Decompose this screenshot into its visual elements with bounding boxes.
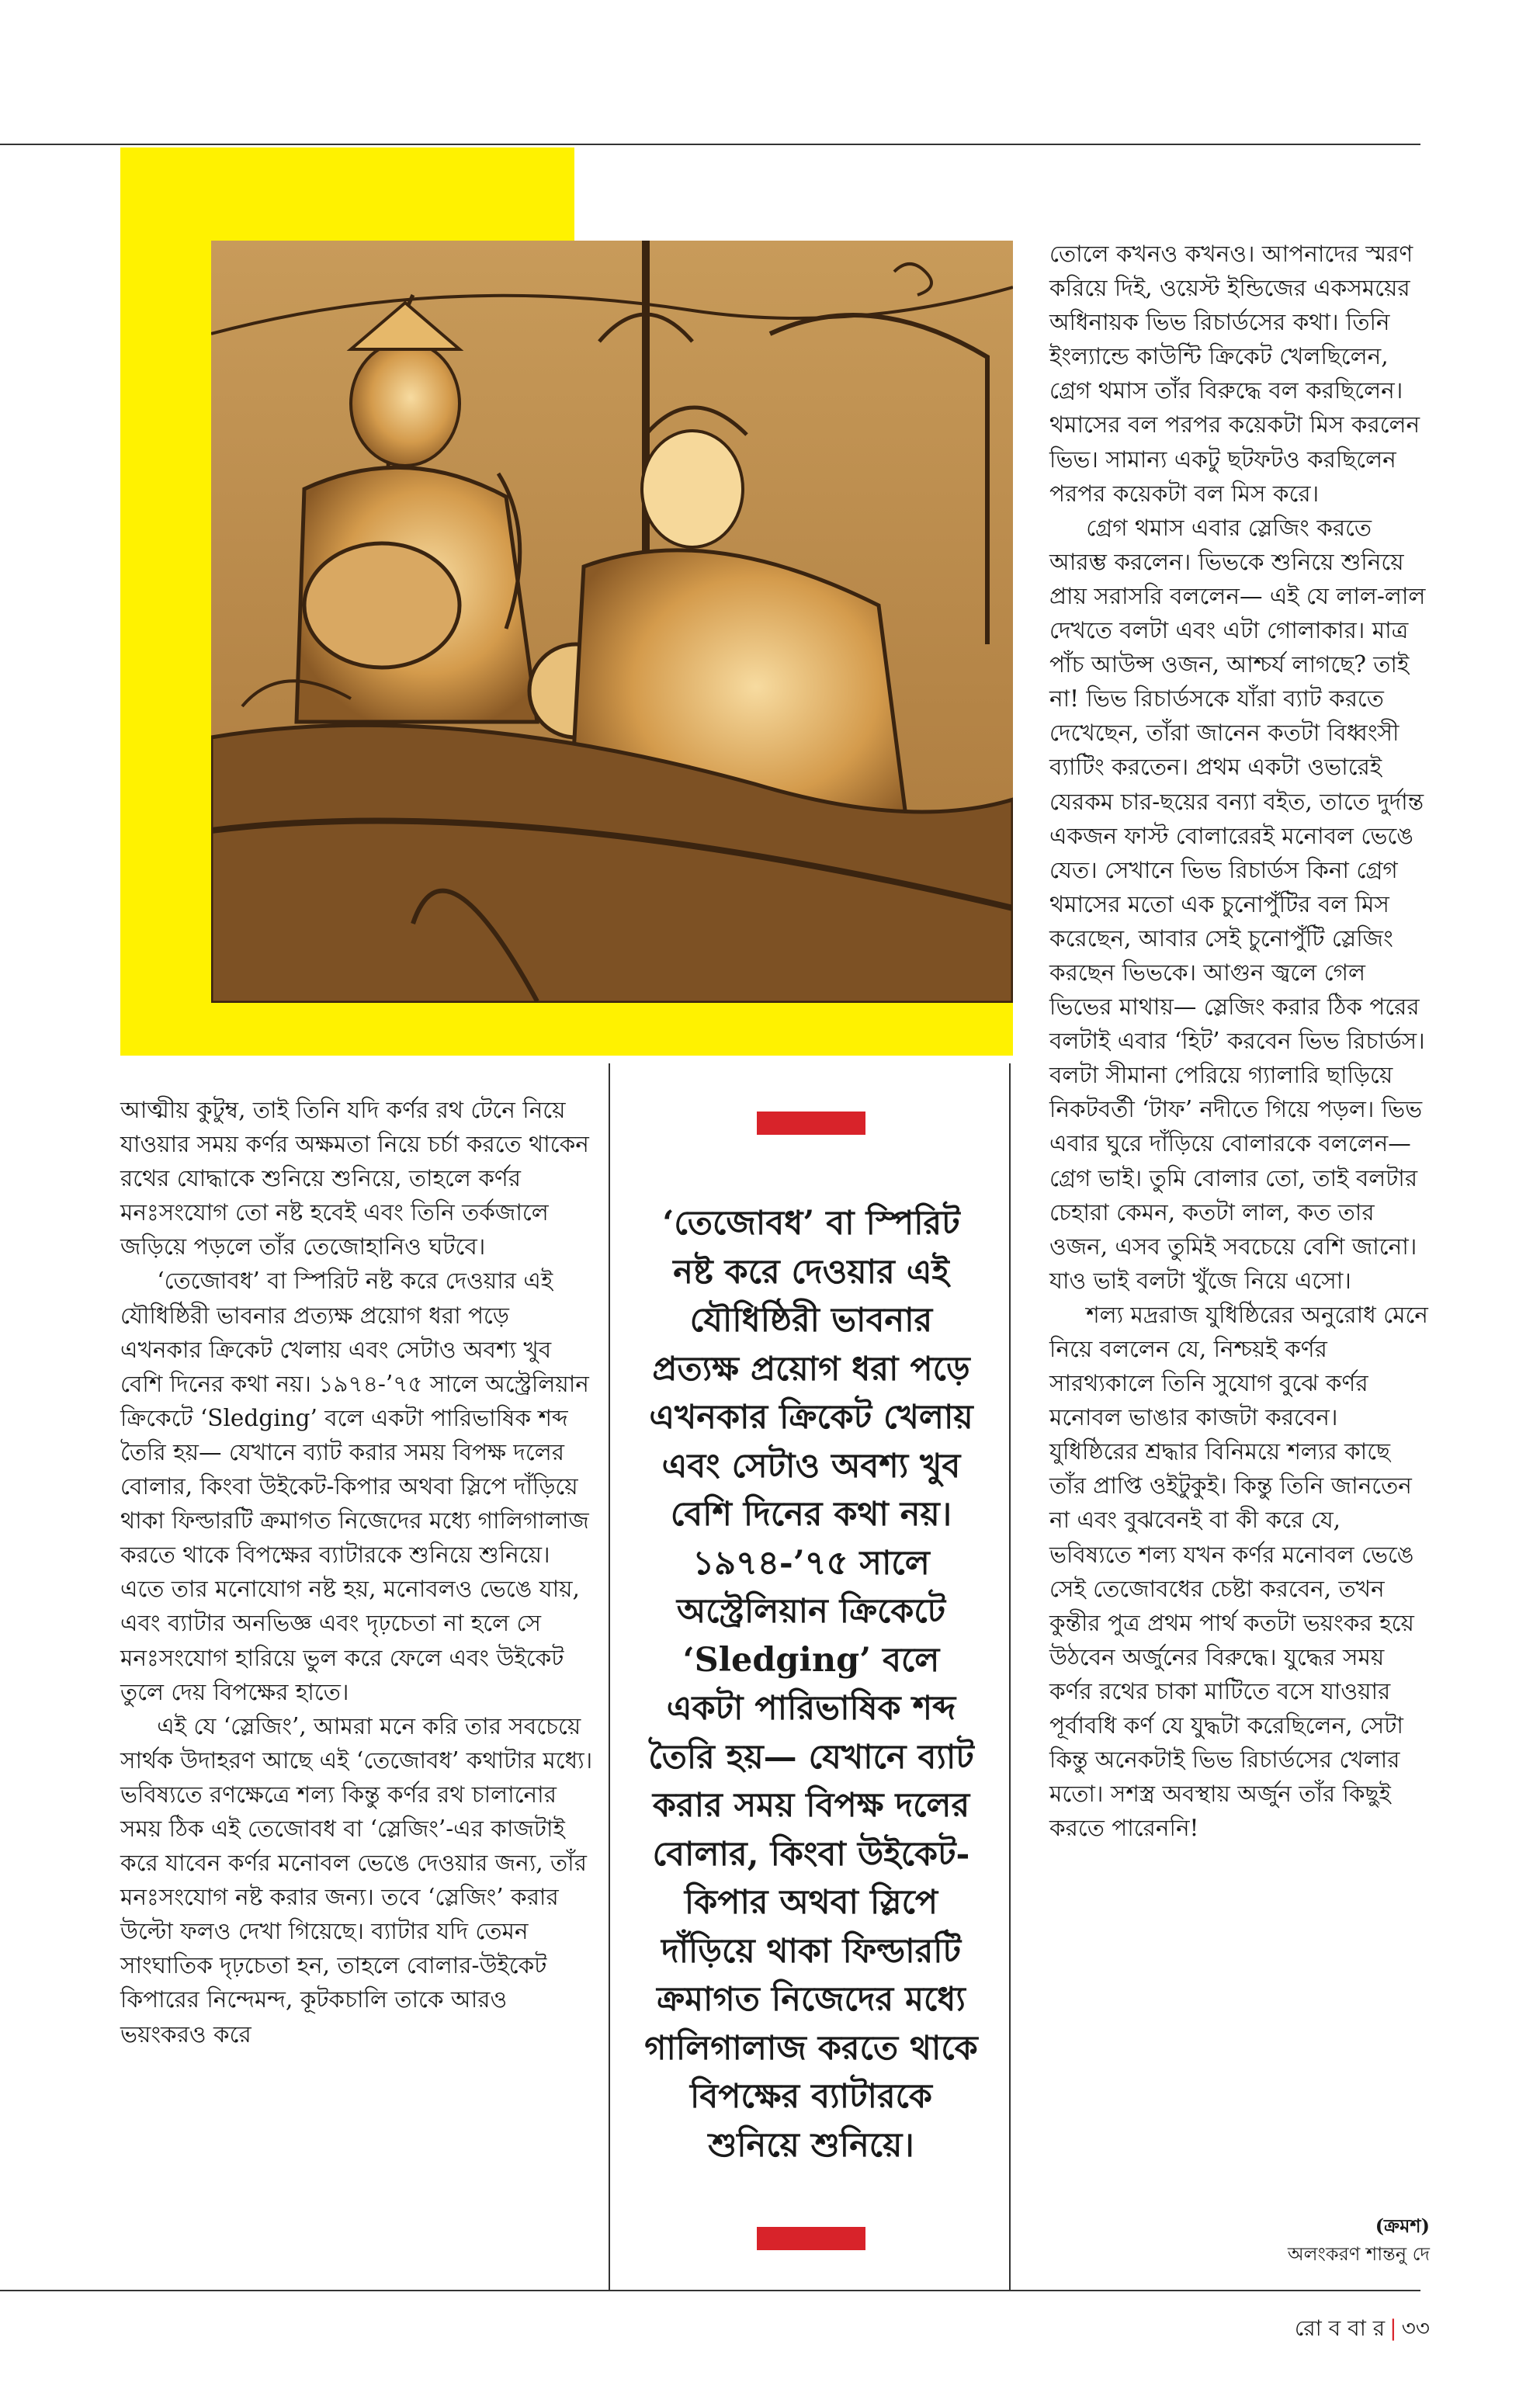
chariot-painting — [211, 241, 1013, 1003]
footer-separator: | — [1389, 2315, 1397, 2341]
top-rule — [0, 144, 1420, 145]
body-paragraph: এই যে ‘স্লেজিং’, আমরা মনে করি তার সবচেয়ে সার্থক উদাহরণ আছে এই ‘তেজোবধ’ কথাটার মধ্যে। ভবিষ্যতে রণক্ষেত্রে শল্য কিন্তু কর্ণর রথ চালানোর সময় ঠিক এই তেজোবধ বা ‘স্লেজিং’-এর কাজটাই করে যাবেন কর্ণর মনোবল ভেঙে দেওয়ার জন্য, তাঁর মনঃসংযোগ নষ্ট করার জন্য। তবে ‘স্লেজিং’ করার উল্টো ফলও দেখা গিয়েছে। ব্যাটার যদি তেমন সাংঘাতিক দৃঢ়চেতা হন, তাহলে বোলার-উইকেট কিপারের নিন্দেমন্দ, কূটকচালি তাকে আরও ভয়ংকরও করে — [120, 1712, 593, 2048]
pull-quote-bottom-bar — [757, 2227, 865, 2250]
body-paragraph: গ্রেগ থমাস এবার স্লেজিং করতে আরম্ভ করলেন। ভিভকে শুনিয়ে শুনিয়ে প্রায় সরাসরি বললেন— এই যে লাল-লাল দেখতে বলটা এবং এটা গোলাকার। মাত্র পাঁচ আউন্স ওজন, আশ্চর্য লাগছে? তাই না! ভিভ রিচার্ডসকে যাঁরা ব্যাট করতে দেখেছেন, তাঁরা জানেন কতটা বিধ্বংসী ব্যাটিং করতেন। প্রথম একটা ওভারেই যেরকম চার-ছয়ের বন্যা বইত, তাতে দুর্দান্ত একজন ফাস্ট বোলারেরই মনোবল ভেঙে যেত। সেখানে ভিভ রিচার্ডস কিনা গ্রেগ থমাসের মতো এক চুনোপুঁটির বল মিস করেছেন, আবার সেই চুনোপুঁটি স্লেজিং করছেন ভিভকে। আগুন জ্বলে গেল ভিভের মাথায়— স্লেজিং করার ঠিক পরের বলটাই এবার ‘হিট’ করবেন ভিভ রিচার্ডস। বলটা সীমানা পেরিয়ে গ্যালারি ছাড়িয়ে নিকটবর্তী ‘টাফ’ নদীতে গিয়ে পড়ল। ভিভ এবার ঘুরে দাঁড়িয়ে বোলারকে বললেন— গ্রেগ ভাই। তুমি বোলার তো, তাই বলটার চেহারা কেমন, কতটা লাল, কত তার ওজন, এসব তুমিই সবচেয়ে বেশি জানো। যাও ভাই বলটা খুঁজে নিয়ে এসো। — [1049, 514, 1426, 1294]
body-paragraph: শল্য মদ্ররাজ যুধিষ্ঠিরের অনুরোধ মেনে নিয়ে বললেন যে, নিশ্চয়ই কর্ণর সারথ্যকালে তিনি সুযোগ বুঝে কর্ণর মনোবল ভাঙার কাজটা করবেন। যুধিষ্ঠিরের শ্রদ্ধার বিনিময়ে শল্যর কাছে তাঁর প্রাপ্তি ওইটুকুই। কিন্তু তিনি জানতেন না এবং বুঝবেনই বা কী করে যে, ভবিষ্যতে শল্য যখন কর্ণর মনোবল ভেঙে সেই তেজোবধের চেষ্টা করবেন, তখন কুন্তীর পুত্র প্রথম পার্থ কতটা ভয়ংকর হয়ে উঠবেন অর্জুনের বিরুদ্ধে। যুদ্ধের সময় কর্ণর রথের চাকা মাটিতে বসে যাওয়ার পূর্বাবধি কর্ণ যে যুদ্ধটা করেছিলেন, সেটা কিন্তু অনেকটাই ভিভ রিচার্ডসের খেলার মতো। সশস্ত্র অবস্থায় অর্জুন তাঁর কিছুই করতে পারেননি! — [1049, 1301, 1428, 1842]
body-paragraph: আত্মীয় কুটুম্ব, তাই তিনি যদি কর্ণর রথ টেনে নিয়ে যাওয়ার সময় কর্ণর অক্ষমতা নিয়ে চর্চা করতে থাকেন রথের যোদ্ধাকে শুনিয়ে শুনিয়ে, তাহলে কর্ণর মনঃসংযোগ তো নষ্ট হবেই এবং তিনি তর্কজালে জড়িয়ে পড়লে তাঁর তেজোহানিও ঘটবে। — [120, 1097, 589, 1261]
to-be-continued: (ক্রমশ) — [1375, 2214, 1430, 2237]
right-column — [1049, 237, 1430, 1845]
pull-quote-top-bar — [757, 1112, 865, 1135]
page-number: ৩৩ — [1401, 2315, 1430, 2341]
page-footer — [1226, 2313, 1430, 2344]
pull-quote: ‘তেজোবধ’ বা স্পিরিট নষ্ট করে দেওয়ার এই যৌধিষ্ঠিরী ভাবনার প্রত্যক্ষ প্রয়োগ ধরা পড়ে এখনকার ক্রিকেট খেলায় এবং সেটাও অবশ্য খুব বেশি দিনের কথা নয়। ১৯৭৪-’৭৫ সালে অস্ট্রেলিয়ান ক্রিকেটে ‘Sledging’ বলে একটা পারিভাষিক শব্দ তৈরি হয়— যেখানে ব্যাট করার সময় বিপক্ষ দলের বোলার, কিংবা উইকেট-কিপার অথবা স্লিপে দাঁড়িয়ে থাকা ফিল্ডারটি ক্রমাগত নিজেদের মধ্যে গালিগালাজ করতে থাকে বিপক্ষের ব্যাটারকে শুনিয়ে শুনিয়ে। — [644, 1204, 978, 2165]
body-paragraph: ‘তেজোবধ’ বা স্পিরিট নষ্ট করে দেওয়ার এই যৌধিষ্ঠিরী ভাবনার প্রত্যক্ষ প্রয়োগ ধরা পড়ে এখনকার ক্রিকেট খেলায় এবং সেটাও অবশ্য খুব বেশি দিনের কথা নয়। ১৯৭৪-’৭৫ সালে অস্ট্রেলিয়ান ক্রিকেটে ‘Sledging’ বলে একটা পারিভাষিক শব্দ তৈরি হয়— যেখানে ব্যাট করার সময় বিপক্ষ দলের বোলার, কিংবা উইকেট-কিপার অথবা স্লিপে দাঁড়িয়ে থাকা ফিল্ডারটি ক্রমাগত নিজেদের মধ্যে গালিগালাজ করতে থাকে বিপক্ষের ব্যাটারকে শুনিয়ে শুনিয়ে। এতে তার মনোযোগ নষ্ট হয়, মনোবলও ভেঙে যায়, এবং ব্যাটার অনভিজ্ঞ এবং দৃঢ়চেতা না হলে সে মনঃসংযোগ হারিয়ে ভুল করে ফেলে এবং উইকেট তুলে দেয় বিপক্ষের হাতে। — [120, 1268, 589, 1705]
magazine-name: রো ব বা র — [1294, 2315, 1386, 2341]
bottom-rule — [0, 2290, 1420, 2291]
column-divider — [1009, 1063, 1011, 2290]
column-divider — [609, 1063, 610, 2290]
illustration — [211, 241, 1013, 1003]
left-column — [120, 1093, 594, 2051]
body-paragraph: তোলে কখনও কখনও। আপনাদের স্মরণ করিয়ে দিই, ওয়েস্ট ইন্ডিজের একসময়ের অধিনায়ক ভিভ রিচার্ডসের কথা। তিনি ইংল্যান্ডে কাউন্টি ক্রিকেট খেলছিলেন, গ্রেগ থমাস তাঁর বিরুদ্ধে বল করছিলেন। থমাসের বল পরপর কয়েকটা মিস করলেন ভিভ। সামান্য একটু ছটফটও করছিলেন পরপর কয়েকটা বল মিস করে। — [1049, 241, 1420, 507]
credits — [1049, 2212, 1430, 2268]
illustration-credit: অলংকরণ শান্তনু দে — [1287, 2243, 1430, 2265]
